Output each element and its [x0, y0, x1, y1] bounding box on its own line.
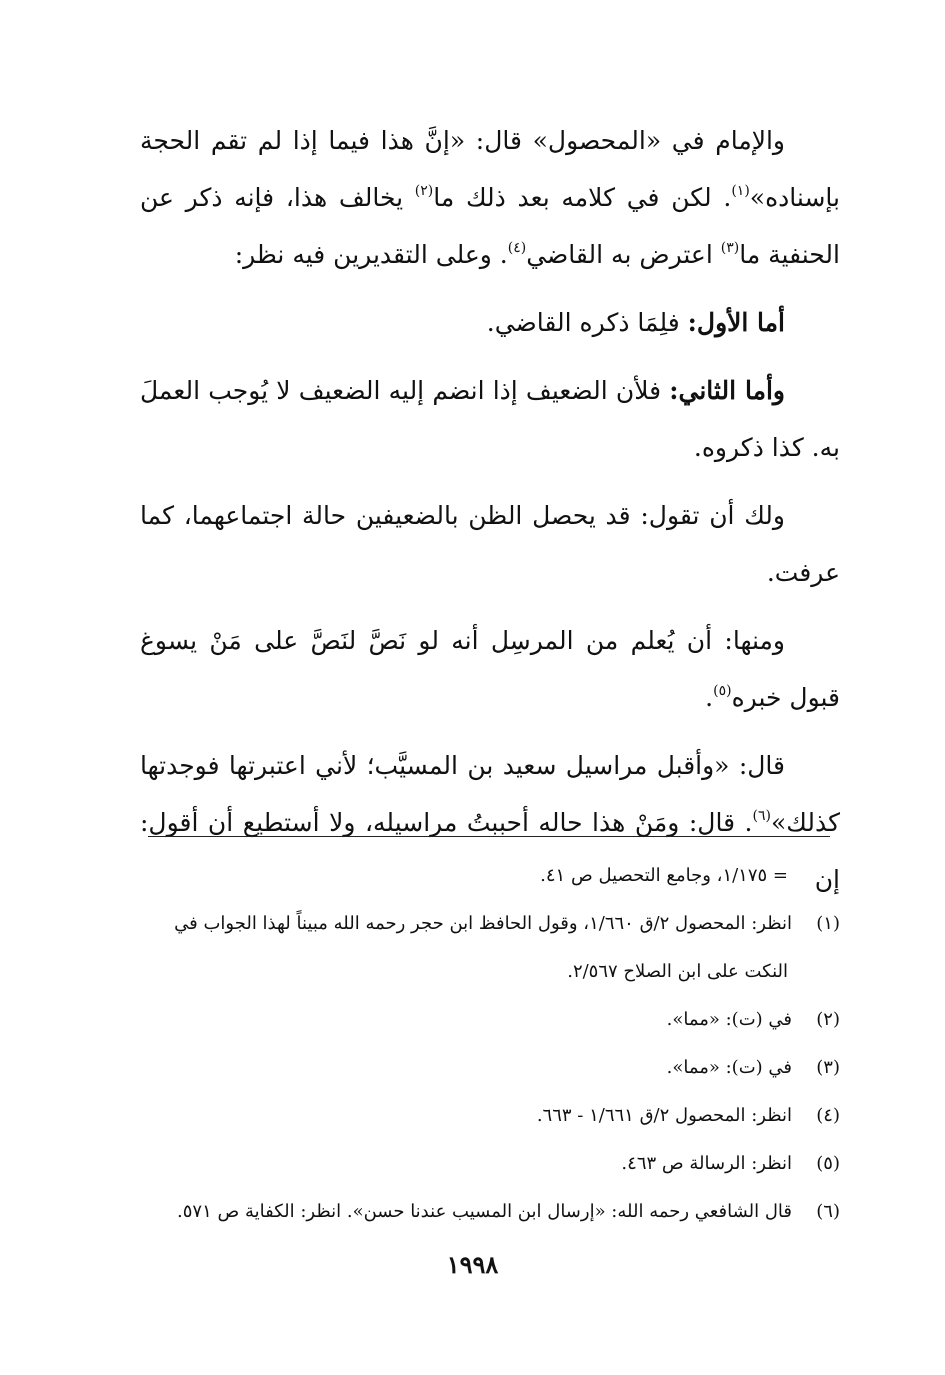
main-text [140, 112, 840, 911]
text-run: . [705, 683, 714, 712]
footnote-ref-6: (٦) [752, 808, 771, 824]
paragraph-2 [140, 294, 840, 351]
paragraph-4: ولك أن تقول: قد يحصل الظن بالضعيفين حالة اجتماعهما، كما عرفت. [140, 501, 840, 587]
footnote-ref-2: (٢) [414, 183, 434, 199]
paragraph-3 [140, 362, 840, 476]
footnote-text: انظر: الرسالة ص ٤٦٣. [621, 1153, 792, 1174]
text-run: ومنها: أن يُعلم من المرسِل أنه لو نَصَّ لنَصَّ على مَنْ يسوغ قبول خبره [140, 626, 840, 712]
page-number: ١٩٩٨ [446, 1250, 499, 1279]
text-run: . وعلى التقديرين فيه نظر: [234, 240, 508, 269]
footnote-number: (١) [816, 913, 840, 934]
footnotes [140, 852, 840, 1236]
footnote-number: (٢) [816, 1009, 840, 1030]
footnote-text: في (ت): «مما». [666, 1009, 792, 1030]
footnote-text: انظر: المحصول ٢/ق ١/٦٦١ - ٦٦٣. [536, 1105, 792, 1126]
footnote-3 [140, 1044, 840, 1092]
text-run: قال: «وأقبل مراسيل سعيد بن المسيَّب؛ لأني اعتبرتها فوجدتها كذلك» [140, 751, 840, 837]
paragraph-label: وأما الثاني: [669, 376, 785, 405]
footnote-ref-3: (٣) [720, 240, 740, 256]
footnote-number: (٥) [816, 1153, 840, 1174]
paragraph-label: أما الأول: [687, 308, 785, 337]
footnote-ref-1: (١) [731, 183, 750, 199]
footnote-text: قال الشافعي رحمه الله: «إرسال ابن المسيب عندنا حسن». انظر: الكفاية ص ٥٧١. [177, 1201, 792, 1222]
footnote-text: انظر: المحصول ٢/ق ١/٦٦٠، وقول الحافظ ابن حجر رحمه الله مبيناً لهذا الجواب في [174, 913, 792, 934]
text-run: يخالف هذا، فإنه ذكر عن الحنفية ما [140, 183, 840, 269]
paragraph-5 [140, 612, 840, 726]
footnote-number: (٣) [816, 1057, 840, 1078]
text-run: فلأن الضعيف إذا انضم إليه الضعيف لا يُوجب العملَ به. كذا ذكروه. [140, 376, 840, 462]
paragraph-1 [140, 112, 840, 283]
footnote-continuation: النكت على ابن الصلاح ٢/٥٦٧. [567, 961, 788, 982]
text-run: اعترض به القاضي [526, 240, 721, 269]
footnote-5 [140, 1140, 840, 1188]
text-run: فلِمَا ذكره القاضي. [486, 308, 688, 337]
footnote-number: (٤) [816, 1105, 840, 1126]
footnote-4 [140, 1092, 840, 1140]
text-run: والإمام في «المحصول» قال: «إنَّ هذا فيما إذا لم تقم الحجة بإسناده» [140, 126, 840, 212]
footnote-separator [148, 836, 830, 837]
footnote-2 [140, 996, 840, 1044]
footnote-6 [140, 1188, 840, 1236]
footnote-ref-5: (٥) [713, 683, 732, 699]
text-run: . قال: ومَنْ هذا حاله أحببتُ مراسيله، ولا أستطيع أن أقول: إن [140, 808, 840, 894]
footnote-ref-4: (٤) [507, 240, 527, 256]
text-run: . لكن في كلامه بعد ذلك ما [433, 183, 732, 212]
footnote-carryover: = ١/١٧٥، وجامع التحصيل ص ٤١. [540, 865, 788, 886]
footnote-text: في (ت): «مما». [666, 1057, 792, 1078]
footnote-number: (٦) [816, 1201, 840, 1222]
footnote-1 [140, 900, 840, 996]
